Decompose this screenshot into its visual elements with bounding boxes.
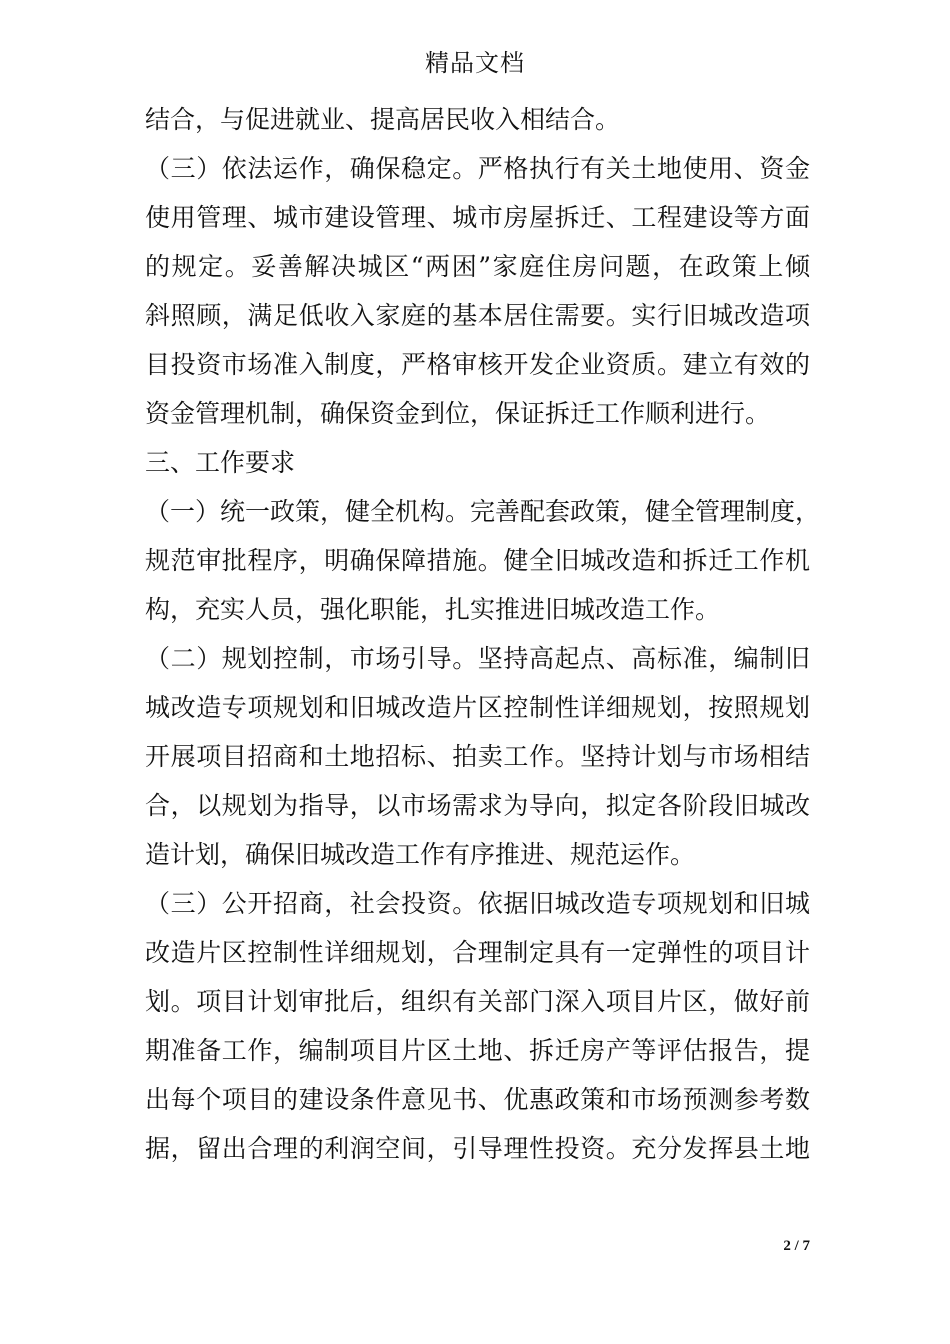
text-line: （二）规划控制，市场引导。坚持高起点、高标准，编制旧 — [145, 644, 810, 673]
page-number: 2 / 7 — [783, 1238, 810, 1254]
section-heading: 三、工作要求 — [145, 448, 296, 477]
text-line: 结合，与促进就业、提高居民收入相结合。 — [145, 105, 621, 134]
text-line: 期准备工作，编制项目片区土地、拆迁房产等评估报告，提 — [145, 1036, 810, 1065]
text-line: （三）公开招商，社会投资。依据旧城改造专项规划和旧城 — [145, 889, 810, 918]
text-line: 目投资市场准入制度，严格审核开发企业资质。建立有效的 — [145, 350, 810, 379]
page-header-title: 精品文档 — [425, 49, 525, 77]
text-line: 构，充实人员，强化职能，扎实推进旧城改造工作。 — [145, 595, 721, 624]
text-line: 划。项目计划审批后，组织有关部门深入项目片区，做好前 — [145, 987, 810, 1016]
text-line: 斜照顾，满足低收入家庭的基本居住需要。实行旧城改造项 — [145, 301, 810, 330]
text-line: 城改造专项规划和旧城改造片区控制性详细规划，按照规划 — [145, 693, 810, 722]
text-line: （一）统一政策，健全机构。完善配套政策，健全管理制度， — [145, 497, 821, 526]
text-line: 规范审批程序，明确保障措施。健全旧城改造和拆迁工作机 — [145, 546, 810, 575]
text-line: （三）依法运作，确保稳定。严格执行有关土地使用、资金 — [145, 154, 810, 183]
text-line: 使用管理、城市建设管理、城市房屋拆迁、工程建设等方面 — [145, 203, 810, 232]
text-line: 合，以规划为指导，以市场需求为导向，拟定各阶段旧城改 — [145, 791, 810, 820]
text-line: 资金管理机制，确保资金到位，保证拆迁工作顺利进行。 — [145, 399, 771, 428]
text-line: 的规定。妥善解决城区“两困”家庭住房问题，在政策上倾 — [145, 252, 810, 281]
body-text — [145, 95, 821, 1173]
text-line: 出每个项目的建设条件意见书、优惠政策和市场预测参考数 — [145, 1085, 810, 1114]
text-line: 据，留出合理的利润空间，引导理性投资。充分发挥县土地 — [145, 1134, 810, 1163]
text-line: 开展项目招商和土地招标、拍卖工作。坚持计划与市场相结 — [145, 742, 810, 771]
text-line: 改造片区控制性详细规划，合理制定具有一定弹性的项目计 — [145, 938, 810, 967]
text-line: 造计划，确保旧城改造工作有序推进、规范运作。 — [145, 840, 696, 869]
